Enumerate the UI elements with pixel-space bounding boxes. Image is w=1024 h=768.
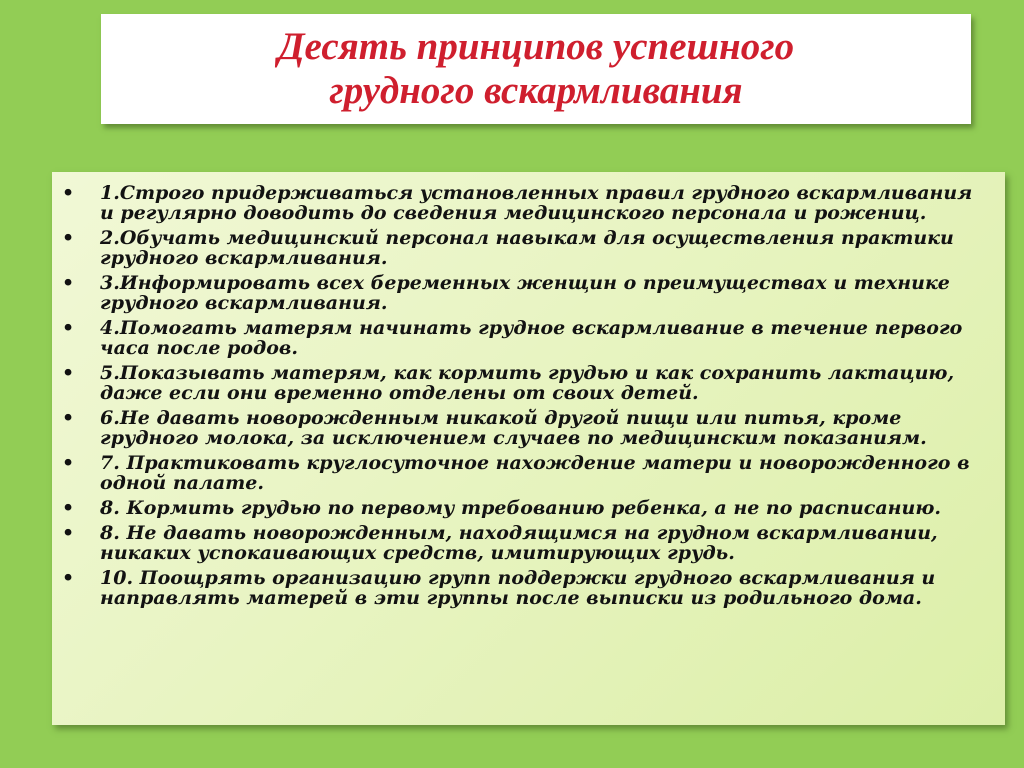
list-item-text: 6.Не давать новорожденным никакой другой пищи или питья, кроме грудного молока, за исключением случаев по медицинским показаниям. — [100, 407, 927, 449]
bullet-icon: • — [62, 407, 75, 429]
list-item — [62, 318, 987, 358]
list-item — [62, 183, 987, 223]
list-item-text: 5.Показывать матерям, как кормить грудью и как сохранить лактацию, даже если они временно отделены от своих детей. — [100, 362, 955, 404]
list-item — [62, 453, 987, 493]
bullet-icon: • — [62, 522, 75, 544]
list-item-text: 8. Не давать новорожденным, находящимся на грудном вскармливании, никаких успокаивающих средств, имитирующих грудь. — [100, 522, 938, 564]
slide-title-line-1: Десять принципов успешного — [277, 25, 795, 68]
list-item-text: 10. Поощрять организацию групп поддержки грудного вскармливания и направлять матерей в эти группы после выписки из родильного дома. — [100, 567, 936, 609]
bullet-icon: • — [62, 317, 75, 339]
bullet-icon: • — [62, 227, 75, 249]
principles-list — [62, 183, 987, 608]
bullet-icon: • — [62, 567, 75, 589]
list-item — [62, 363, 987, 403]
list-item-text: 2.Обучать медицинский персонал навыкам для осуществления практики грудного вскармливания. — [100, 227, 954, 269]
list-item — [62, 498, 987, 518]
list-item-text: 4.Помогать матерям начинать грудное вскармливание в течение первого часа после родов. — [100, 317, 963, 359]
list-item-text: 7. Практиковать круглосуточное нахождение матери и новорожденного в одной палате. — [100, 452, 970, 494]
bullet-icon: • — [62, 272, 75, 294]
list-item — [62, 273, 987, 313]
list-item — [62, 523, 987, 563]
slide-title-line-2: грудного вскармливания — [329, 69, 743, 112]
bullet-icon: • — [62, 362, 75, 384]
bullet-icon: • — [62, 497, 75, 519]
bullet-icon: • — [62, 452, 75, 474]
list-item-text: 1.Строго придерживаться установленных правил грудного вскармливания и регулярно доводить до сведения медицинского персонала и рожениц. — [100, 182, 973, 224]
list-item — [62, 568, 987, 608]
bullet-icon: • — [62, 182, 75, 204]
list-item — [62, 228, 987, 268]
title-box — [101, 14, 971, 124]
list-item — [62, 408, 987, 448]
list-item-text: 3.Информировать всех беременных женщин о преимуществах и технике грудного вскармливания. — [100, 272, 950, 314]
content-box — [52, 172, 1005, 725]
list-item-text: 8. Кормить грудью по первому требованию ребенка, а не по расписанию. — [100, 497, 941, 519]
